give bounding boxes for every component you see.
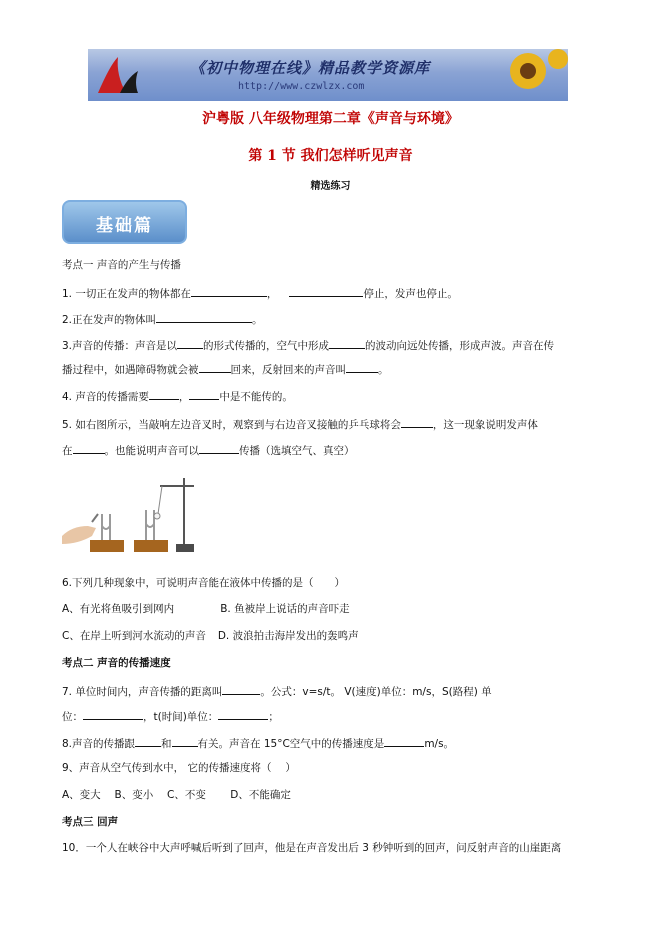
option-d[interactable]: D. 波浪拍击海岸发出的轰鸣声 bbox=[217, 630, 359, 642]
blank-field[interactable] bbox=[189, 388, 219, 400]
question-5: 5. 如右图所示，当敲响左边音叉时，观察到与右边音叉接触的乒乓球将会 ，这一现象说明发声体 bbox=[62, 416, 607, 432]
question-9-options[interactable]: A、变大 B、变小 C、不变 D、不能确定 bbox=[62, 789, 291, 801]
ping-pong-ball-icon bbox=[154, 513, 160, 519]
level-badge-label: 基础篇 bbox=[96, 216, 153, 236]
logo-mark-icon bbox=[120, 71, 138, 93]
resonance-box-right bbox=[134, 540, 168, 552]
mallet-icon bbox=[92, 514, 98, 522]
tuning-fork-left-icon bbox=[102, 514, 110, 540]
blank-field[interactable] bbox=[156, 311, 252, 323]
section-title: 第 1 节 我们怎样听见声音 bbox=[248, 148, 413, 164]
blank-field[interactable] bbox=[384, 735, 424, 747]
level-badge bbox=[62, 200, 187, 244]
question-6-options-ab bbox=[62, 602, 607, 616]
blank-field[interactable] bbox=[135, 735, 161, 747]
option-c[interactable]: C、在岸上听到河水流动的声音 bbox=[62, 630, 206, 642]
blank-field[interactable] bbox=[222, 683, 260, 695]
string-line bbox=[158, 486, 162, 514]
question-10: 10．一个人在峡谷中大声呼喊后听到了回声，他是在声音发出后 3 秒钟听到的回声，问反射声音的山崖距离 bbox=[62, 842, 562, 854]
blank-field[interactable] bbox=[191, 285, 267, 297]
blank-field[interactable] bbox=[199, 442, 239, 454]
document-title: 沪粤版 八年级物理第二章《声音与环境》 bbox=[202, 111, 459, 127]
blank-field[interactable] bbox=[329, 337, 365, 349]
question-4: 4. 声音的传播需要 ， 中是不能传的。 bbox=[62, 388, 607, 404]
option-a[interactable]: A、有光将鱼吸引到网内 bbox=[62, 603, 175, 615]
header-banner bbox=[88, 49, 568, 101]
blank-field[interactable] bbox=[177, 337, 203, 349]
blank-field[interactable] bbox=[199, 361, 231, 373]
question-1: 1. 一切正在发声的物体都在 ， 停止，发声也停止。 bbox=[62, 285, 607, 301]
logo-icon bbox=[98, 57, 126, 93]
banner-title: 《初中物理在线》精品教学资源库 bbox=[190, 59, 431, 77]
stand-base bbox=[176, 544, 194, 552]
blank-field[interactable] bbox=[218, 708, 268, 720]
resonance-box-left bbox=[90, 540, 124, 552]
question-7-cont: 位： ，t(时间)单位： ； bbox=[62, 708, 607, 724]
question-6: 6.下列几种现象中，可说明声音能在液体中传播的是（ ） bbox=[62, 577, 346, 589]
topic-3-heading: 考点三 回声 bbox=[62, 816, 119, 828]
question-2: 2.正在发声的物体叫 。 bbox=[62, 311, 607, 327]
blank-field[interactable] bbox=[346, 361, 378, 373]
question-8: 8.声音的传播跟 和 有关。声音在 15°C空气中的传播速度是 m/s。 bbox=[62, 735, 607, 751]
option-b[interactable]: B. 鱼被岸上说话的声音吓走 bbox=[220, 603, 350, 615]
blank-field[interactable] bbox=[401, 416, 433, 428]
tuning-fork-figure bbox=[62, 474, 204, 554]
tuning-fork-right-icon bbox=[146, 510, 154, 540]
topic-1-heading: 考点一 声音的产生与传播 bbox=[62, 259, 181, 271]
question-7: 7. 单位时间内，声音传播的距离叫 。公式：v=s/t。 V(速度)单位：m/s，S(路程) 单 bbox=[62, 683, 607, 699]
question-5-cont: 在 。也能说明声音可以 传播（选填空气、真空） bbox=[62, 442, 607, 458]
blank-field[interactable] bbox=[289, 285, 363, 297]
blank-field[interactable] bbox=[83, 708, 143, 720]
question-6-options-cd bbox=[62, 629, 607, 643]
blank-field[interactable] bbox=[149, 388, 179, 400]
question-3-cont: 播过程中，如遇障碍物就会被 回来，反射回来的声音叫 。 bbox=[62, 361, 607, 377]
blank-field[interactable] bbox=[172, 735, 198, 747]
banner-url[interactable]: http://www.czwlzx.com bbox=[238, 81, 365, 92]
question-9: 9、声音从空气传到水中， 它的传播速度将（ ） bbox=[62, 762, 296, 774]
topic-2-heading: 考点二 声音的传播速度 bbox=[62, 657, 171, 669]
question-3: 3.声音的传播：声音是以 的形式传播的，空气中形成 的波动向远处传播，形成声波。声音在传 bbox=[62, 337, 607, 353]
subtitle: 精选练习 bbox=[310, 181, 351, 192]
blank-field[interactable] bbox=[73, 442, 105, 454]
